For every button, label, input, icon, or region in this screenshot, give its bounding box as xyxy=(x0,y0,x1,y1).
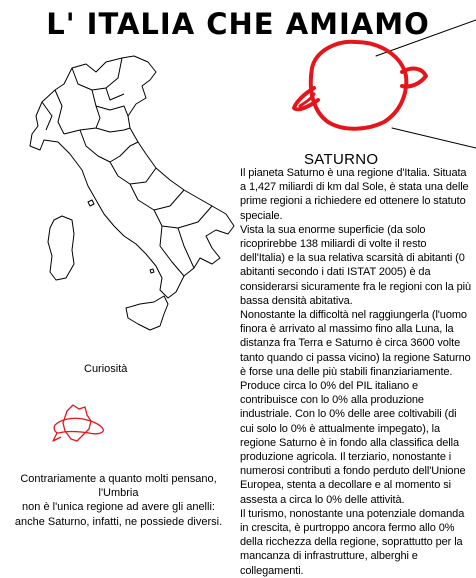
italy-map xyxy=(0,50,236,350)
umbria-saturn-doodle xyxy=(51,401,107,453)
paragraph: Il turismo, nonostante una potenziale domanda in crescita, è purtroppo ancora fermo allo 0% della ricchezza della regione, soprattutto per la mancanza di infrastrutture, alberghi e collegamenti. xyxy=(240,507,465,577)
curiosity-heading: Curiosità xyxy=(84,363,128,375)
saturn-label: SATURNO xyxy=(304,151,379,168)
article-text xyxy=(240,166,472,578)
paragraph: Il pianeta Saturno è una regione d'Italia. Situata a 1,427 miliardi di km dal Sole, è stata una delle prime regioni a richiedere ed ottenere lo statuto speciale. xyxy=(240,167,469,222)
paragraph: Nonostante la difficoltà nel raggiungerla (l'uomo finora è arrivato al massimo fino alla Luna, la distanza fra Terra e Saturno è circa 3600 volte tanto quando ci passa vicino) la regione Saturno è forse una delle più stabili finanziariamente. xyxy=(240,309,471,378)
curiosity-caption xyxy=(0,472,237,529)
paragraph: Vista la sua enorme superficie (da solo ricoprirebbe 138 miliardi di volte il resto dell'Italia) e la sua relativa scarsità di abitanti (0 abitanti secondo i dati ISTAT 2005) è da considerarsi sicuramente fra le regioni con la più bassa densità abitativa. xyxy=(240,223,472,307)
caption-line: Contrariamente a quanto molti pensano, l'Umbria xyxy=(20,473,217,500)
saturn-illustration xyxy=(280,12,476,162)
page-title: L' ITALIA CHE AMIAMO xyxy=(46,7,430,41)
sicily-outline xyxy=(126,296,168,330)
pointer-lines xyxy=(376,20,476,148)
island-elba xyxy=(88,200,94,206)
small-ring xyxy=(54,418,103,434)
caption-line: anche Saturno, infatti, ne possiede diversi. xyxy=(14,515,223,528)
small-ring-tail xyxy=(53,433,61,441)
island-capri xyxy=(150,269,154,273)
saturn-body xyxy=(311,42,407,129)
region-borders xyxy=(42,58,212,276)
italy-mainland-outline xyxy=(30,56,234,298)
umbria-shape xyxy=(63,405,91,441)
caption-line: non è l'unica regione ad avere gli anelli: xyxy=(22,501,215,514)
sardinia-outline xyxy=(48,216,74,280)
paragraph: Produce circa lo 0% del PIL italiano e contribuisce con lo 0% alla produzione industriale. Con lo 0% delle aree coltivabili (di cui solo lo 0% è attualmente impegato), la regione Saturno è in fondo alla classifica della produzione agricola. Il terziario, nonostante i numerosi contributi a fondo perduto dell'Unione Europea, stenta a decollare e al momento si assesta a circa lo 0% delle attività. xyxy=(240,380,466,506)
